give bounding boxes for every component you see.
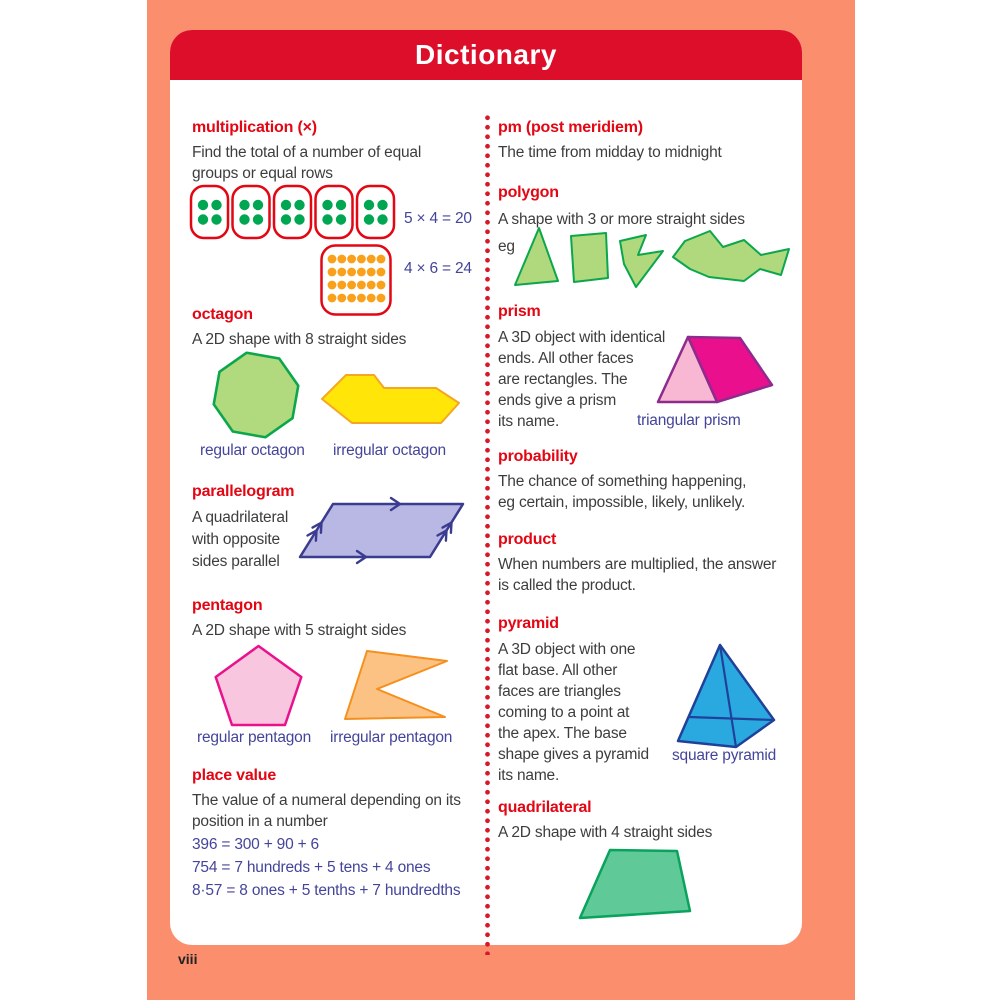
dot-groups-illustration (190, 185, 395, 239)
definition-place-value (192, 791, 461, 832)
irregular-pentagon-shape (345, 651, 448, 721)
page-number: viii (178, 951, 198, 967)
page-title: Dictionary (415, 39, 557, 70)
definition-line: A 2D shape with 5 straight sides (192, 622, 407, 639)
definition-line: The time from midday to midnight (498, 144, 722, 161)
headword-pm: pm (post meridiem) (498, 119, 643, 136)
definition-quadrilateral (498, 823, 712, 844)
definition-line: The chance of something happening, (498, 473, 747, 490)
triangular-prism-illustration (655, 330, 775, 406)
headword-multiplication: multiplication (×) (192, 119, 317, 136)
regular-pentagon-shape (215, 645, 302, 727)
definition-line: with opposite (192, 531, 280, 548)
definition-line: A quadrilateral (192, 509, 289, 526)
headword-pentagon: pentagon (192, 597, 263, 614)
dot-array-illustration (320, 244, 392, 316)
definition-octagon (192, 330, 406, 351)
definition-line: faces are triangles (498, 683, 621, 700)
shape-label-triangular-prism: triangular prism (637, 412, 741, 429)
place-value-example: 8·57 = 8 ones + 5 tenths + 7 hundredths (192, 882, 461, 899)
definition-product (498, 555, 776, 596)
definition-line: When numbers are multiplied, the answer (498, 556, 777, 573)
definition-line: eg certain, impossible, likely, unlikely. (498, 493, 746, 511)
definition-line: ends. All other faces (498, 350, 634, 367)
definition-line: groups or equal rows (192, 164, 333, 182)
regular-octagon-shape (214, 352, 298, 438)
definition-parallelogram (192, 507, 288, 573)
definition-line: ends give a prism (498, 392, 617, 409)
polygon-examples-illustration (513, 226, 791, 290)
headword-polygon: polygon (498, 184, 559, 201)
definition-pentagon (192, 621, 406, 642)
definition-line: position in a number (192, 812, 328, 830)
definition-line: coming to a point at (498, 704, 630, 721)
definition-line: flat base. All other (498, 662, 618, 679)
definition-line: its name. (498, 413, 560, 430)
headword-quadrilateral: quadrilateral (498, 799, 592, 816)
definition-pm (498, 143, 722, 164)
definition-probability (498, 472, 746, 513)
headword-prism: prism (498, 303, 541, 320)
page-banner (170, 30, 802, 80)
shape-label-square-pyramid: square pyramid (672, 747, 777, 764)
headword-place-value: place value (192, 767, 277, 784)
definition-line: its name. (498, 767, 560, 784)
definition-line: A 2D shape with 8 straight sides (192, 331, 407, 348)
quadrilateral-shape (578, 848, 692, 920)
equation-groups: 5 × 4 = 20 (404, 210, 472, 227)
shape-label-irregular-octagon: irregular octagon (333, 442, 446, 459)
definition-line: Find the total of a number of equal (192, 144, 422, 161)
headword-probability: probability (498, 448, 578, 465)
place-value-example: 396 = 300 + 90 + 6 (192, 836, 319, 853)
parallelogram-shape (298, 502, 465, 560)
irregular-octagon-shape (322, 373, 459, 425)
definition-line: is called the product. (498, 576, 636, 594)
definition-line: A 2D shape with 4 straight sides (498, 824, 713, 841)
headword-octagon: octagon (192, 306, 253, 323)
definition-line: eg (498, 238, 515, 255)
definition-line: are rectangles. The (498, 371, 628, 388)
definition-pyramid (498, 639, 649, 786)
headword-pyramid: pyramid (498, 615, 559, 632)
definition-line: shape gives a pyramid (498, 746, 649, 763)
definition-line: A 3D object with one (498, 641, 636, 658)
headword-product: product (498, 531, 557, 548)
equation-array: 4 × 6 = 24 (404, 260, 472, 277)
headword-parallelogram: parallelogram (192, 483, 295, 500)
shape-label-regular-octagon: regular octagon (200, 442, 305, 459)
dictionary-page (170, 30, 802, 945)
shape-label-irregular-pentagon: irregular pentagon (330, 729, 453, 746)
definition-multiplication (192, 143, 421, 184)
square-pyramid-illustration (676, 643, 776, 749)
definition-line: the apex. The base (498, 725, 627, 742)
definition-line: A 3D object with identical (498, 329, 666, 346)
definition-line: sides parallel (192, 553, 280, 570)
place-value-example: 754 = 7 hundreds + 5 tens + 4 ones (192, 859, 431, 876)
column-divider (485, 113, 490, 955)
definition-line: A shape with 3 or more straight sides (498, 211, 745, 228)
definition-line: The value of a numeral depending on its (192, 792, 461, 809)
shape-label-regular-pentagon: regular pentagon (197, 729, 312, 746)
